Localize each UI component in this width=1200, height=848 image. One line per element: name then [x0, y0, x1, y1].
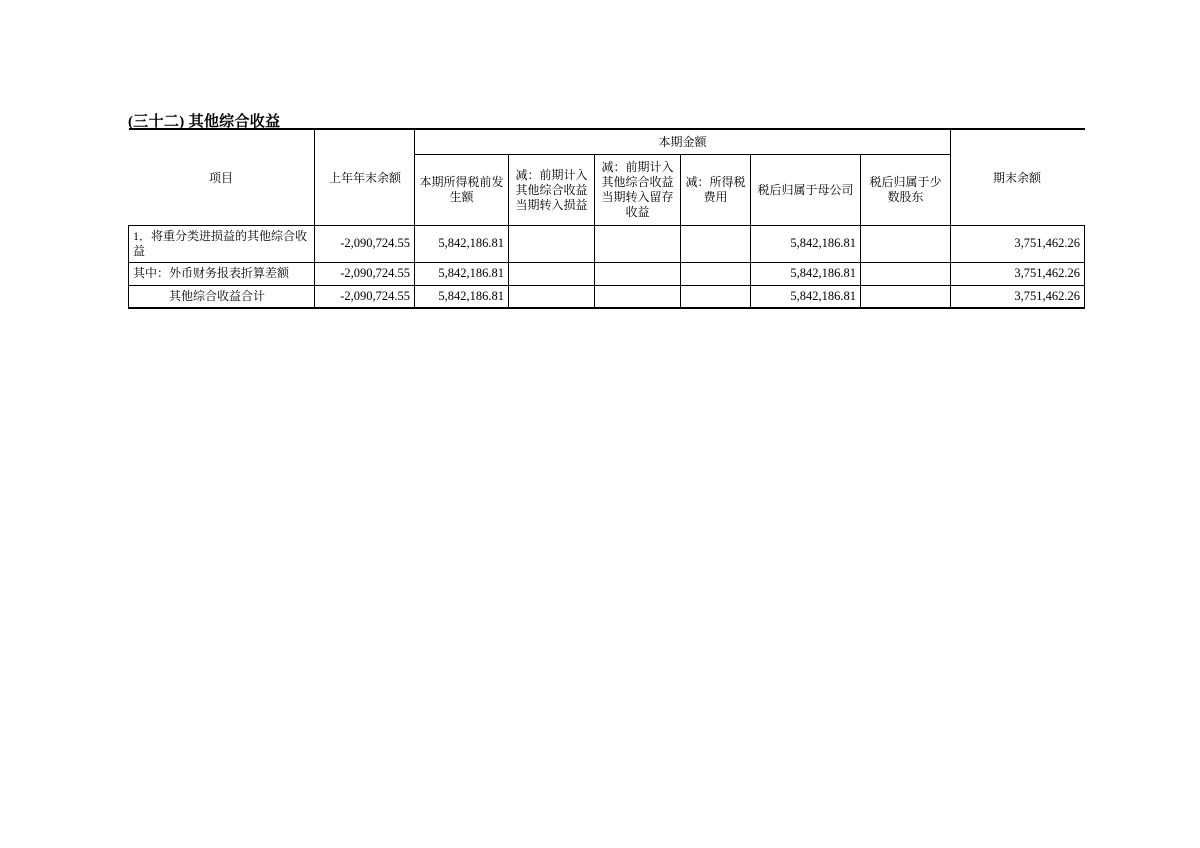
section-number: (三十二) — [128, 114, 185, 130]
row-label-fx-translation-difference: 其中：外币财务报表折算差额 — [129, 263, 315, 286]
header-col-attributable-to-minority: 税后归属于少数股东 — [861, 155, 951, 226]
cell-transfer-to-retained-earnings — [595, 285, 681, 308]
header-col-transfer-to-pl: 减：前期计入其他综合收益当期转入损益 — [509, 155, 595, 226]
cell-attributable-to-parent: 5,842,186.81 — [751, 285, 861, 308]
cell-income-tax-expense — [681, 226, 751, 263]
row-label-total-oci: 其他综合收益合计 — [129, 285, 315, 308]
cell-attributable-to-parent: 5,842,186.81 — [751, 226, 861, 263]
other-comprehensive-income-table-wrapper — [128, 128, 1084, 309]
header-col-income-tax-expense: 减：所得税费用 — [681, 155, 751, 226]
cell-pretax-amount: 5,842,186.81 — [415, 285, 509, 308]
table-row — [129, 263, 1085, 286]
cell-transfer-to-pl — [509, 285, 595, 308]
header-col-transfer-to-retained-earnings: 减：前期计入其他综合收益当期转入留存收益 — [595, 155, 681, 226]
cell-attributable-to-minority — [861, 263, 951, 286]
section-title-text: 其他综合收益 — [188, 114, 281, 130]
cell-prev-balance: -2,090,724.55 — [315, 285, 415, 308]
cell-ending-balance: 3,751,462.26 — [951, 263, 1085, 286]
cell-transfer-to-pl — [509, 226, 595, 263]
cell-income-tax-expense — [681, 285, 751, 308]
header-col-attributable-to-parent: 税后归属于母公司 — [751, 155, 861, 226]
cell-pretax-amount: 5,842,186.81 — [415, 226, 509, 263]
cell-attributable-to-parent: 5,842,186.81 — [751, 263, 861, 286]
header-current-period-amount: 本期金额 — [415, 129, 951, 155]
cell-pretax-amount: 5,842,186.81 — [415, 263, 509, 286]
cell-prev-balance: -2,090,724.55 — [315, 263, 415, 286]
cell-attributable-to-minority — [861, 226, 951, 263]
other-comprehensive-income-table — [128, 128, 1085, 309]
table-header-group-row — [129, 129, 1085, 155]
cell-ending-balance: 3,751,462.26 — [951, 285, 1085, 308]
header-col-item: 项目 — [208, 170, 233, 185]
cell-ending-balance: 3,751,462.26 — [951, 226, 1085, 263]
cell-attributable-to-minority — [861, 285, 951, 308]
cell-transfer-to-pl — [509, 263, 595, 286]
header-col-ending-balance: 期末余额 — [992, 170, 1041, 185]
row-label-reclassifiable-oci: 1．将重分类进损益的其他综合收益 — [129, 226, 315, 263]
cell-income-tax-expense — [681, 263, 751, 286]
cell-transfer-to-retained-earnings — [595, 263, 681, 286]
table-row — [129, 285, 1085, 308]
header-col-prev-year-end-balance: 上年年末余额 — [328, 170, 401, 185]
table-row — [129, 226, 1085, 263]
cell-prev-balance: -2,090,724.55 — [315, 226, 415, 263]
header-col-pretax-amount: 本期所得税前发生额 — [415, 155, 509, 226]
cell-transfer-to-retained-earnings — [595, 226, 681, 263]
